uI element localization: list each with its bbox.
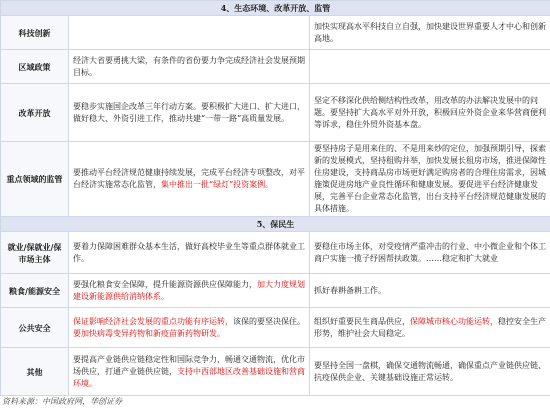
cell-text: 经济大省要勇挑大梁，有条件的省份要力争完成经济社会发展预期目标。 (73, 55, 305, 77)
table-row (1, 274, 550, 308)
row-label: 就业/保就业/保市场主体 (1, 232, 69, 274)
left-cell (69, 84, 310, 142)
row-label: 科技创新 (1, 16, 69, 50)
left-cell (69, 16, 310, 50)
table-row (1, 348, 550, 396)
highlighted-text: 要加快病毒变异药物和新疫苗新药物研发。 (73, 328, 225, 338)
cell-text: 要坚持房子是用来住的、不是用来炒的定位，加强预期引导，探索新的发展模式，坚持租购并举，加快发展长租房市场，推进保障性住房建设，支持商品房市场更好满足购房者的合理住房需求，因城施策促进房地产业良性循环和健康发展。要促进平台经济健康发展，完善平台企业常态化监管，出台支持平台经济规范健康发展的具体措施。 (314, 144, 546, 213)
left-cell (69, 142, 310, 217)
cell-text: 要着力保障困难群众基本生活，做好高校毕业生等重点群体就业工作。 (73, 241, 305, 263)
row-label: 重点领域的监管 (1, 142, 69, 217)
highlighted-text: 支持中西部地区改善基础设施和营商环境。 (73, 366, 305, 388)
right-cell (310, 84, 550, 142)
table-row (1, 232, 550, 274)
right-cell (310, 16, 550, 50)
source-note: 资料来源：中国政府网，华创证券 (2, 397, 122, 406)
row-label: 改革开放 (1, 84, 69, 142)
row-label: 粮食/能源安全 (1, 274, 69, 308)
row-label: 区域政策 (1, 50, 69, 84)
table-row (1, 50, 550, 84)
left-cell (69, 50, 310, 84)
table-row (1, 16, 550, 50)
cell-text: 要坚持全国一盘棋，确保交通物流畅通，确保重点产业链供应链、抗疫保供企业、关键基础设施正常运转。 (314, 360, 546, 382)
cell-text: 要强化粮食安全保障，提升能源资源供应保障能力， (73, 279, 257, 289)
highlighted-text: 集中推出一批“绿灯”投资案例。 (161, 180, 274, 189)
cell-text: 要稳住市场主体，对受疫情严重冲击的行业、中小微企业和个体工商户实施一揽子纾困帮扶政策。……稳定和扩大就业 (314, 241, 546, 263)
left-cell (69, 232, 310, 274)
cell-text: 组织好重要民生商品供应， (314, 316, 410, 326)
section-header-4 (1, 1, 550, 16)
highlighted-text: 保证影响经济社会发展的重点功能有序运转， (73, 316, 233, 326)
table-row (1, 84, 550, 142)
left-cell (69, 348, 310, 396)
cell-text: 坚定不移深化供给侧结构性改革，用改革的办法解决发展中的问题。要坚持扩大高水平对外开放，积极回应外资企业来华营商便利等诉求，稳住外贸外资基本盘。 (314, 95, 546, 129)
right-cell (310, 50, 550, 84)
right-cell (310, 348, 550, 396)
cell-text: 要提高产业链供应链稳定性和国际竞争力，畅通交通物流，优化市场供应，打通产业链供应链， (73, 354, 305, 376)
section-header-5 (1, 217, 550, 232)
highlighted-text: 加大力度规划建设新能源供给消纳体系。 (73, 279, 305, 301)
row-label: 其他 (1, 348, 69, 396)
right-cell (310, 232, 550, 274)
row-label: 公共安全 (1, 308, 69, 348)
left-cell (69, 274, 310, 308)
cell-text: 抓好春耕备耕工作。 (314, 285, 386, 295)
right-cell (310, 142, 550, 217)
highlighted-text: 保障城市核心功能运转， (410, 316, 498, 326)
cell-text: 加快实现高水平科技自立自强，加快建设世界重要人才中心和创新高地。 (314, 21, 546, 43)
table-row (1, 308, 550, 348)
section-title: 5、保民生 (1, 217, 550, 232)
cell-text: 要推动平台经济规范健康持续发展，完成平台经济专项整改，对平台经济实施常态化监管， (73, 168, 305, 189)
table-row (1, 142, 550, 217)
right-cell (310, 274, 550, 308)
section-title: 4、生态环境、改革开放、监管 (1, 1, 550, 16)
cell-text: 稳控安全生产形势，维护社会大局稳定。 (314, 316, 546, 338)
left-cell (69, 308, 310, 348)
right-cell (310, 308, 550, 348)
cell-text: 该保的要坚决保住。 (233, 316, 305, 326)
policy-table-body (1, 1, 550, 396)
cell-text: 要稳步实施国企改革三年行动方案。要积极扩大进口、扩大进口，做好稳大、外资引进工作，推动共建“一带一路”高质量发展。 (73, 101, 305, 123)
